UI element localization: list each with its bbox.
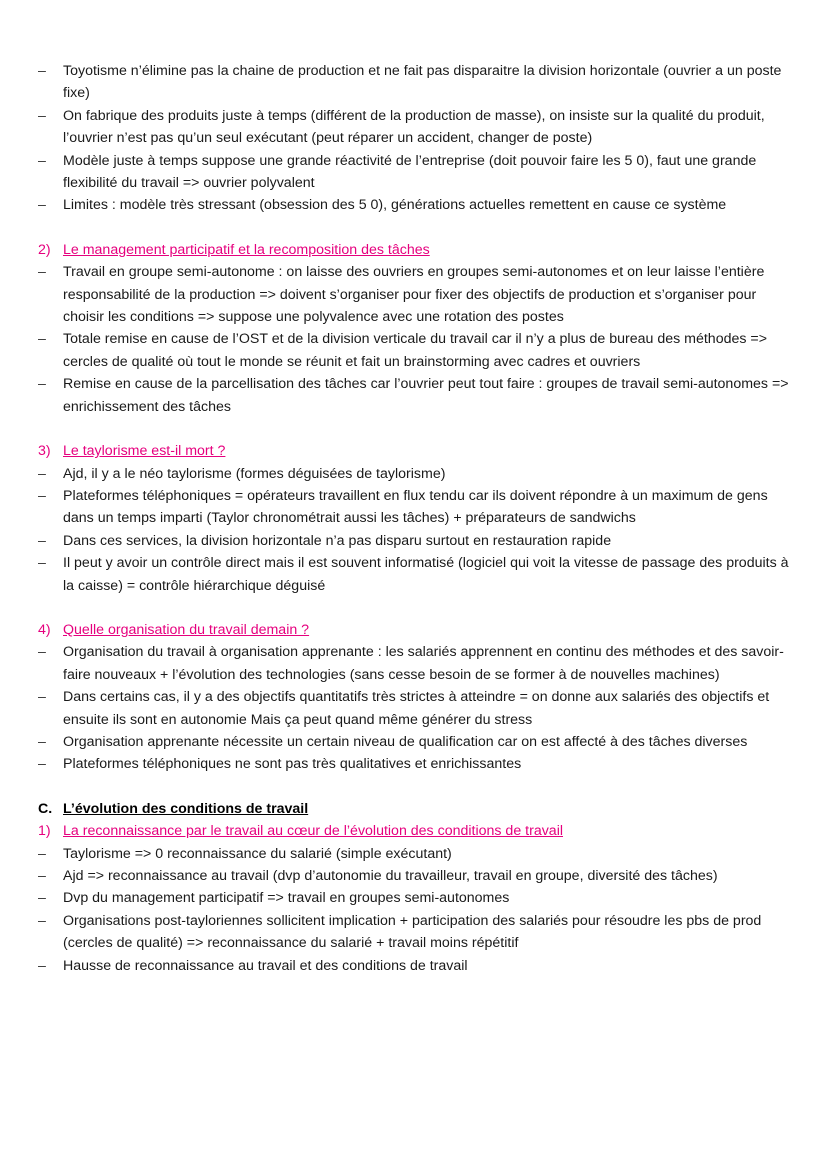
bullet-dash: – <box>38 532 46 549</box>
bullet-dash: – <box>38 63 46 79</box>
section-number: 3) <box>38 443 51 460</box>
section-heading-taylorisme <box>0 440 828 462</box>
section-number: 4) <box>38 621 51 638</box>
document-page <box>0 60 828 977</box>
bullet-dash: – <box>38 152 46 169</box>
list-item: – Limites : modèle très stressant (obsession des 5 0), générations actuelles remettent en cause ce système <box>0 194 828 216</box>
bullet-dash: – <box>38 868 46 884</box>
bullet-dash: – <box>38 331 46 348</box>
bullet-dash: – <box>38 756 46 773</box>
list-item: – Dans ces services, la division horizontale n’a pas disparu surtout en restauration rapide <box>0 530 828 552</box>
section-title: Quelle organisation du travail demain ? <box>63 621 310 638</box>
list-item: – Toyotisme n’élimine pas la chaine de production et ne fait pas disparaitre la division horizontale (ouvrier a un poste fixe) <box>0 60 828 105</box>
part-title: L’évolution des conditions de travail <box>63 800 309 817</box>
list-item: – Ajd, il y a le néo taylorisme (formes déguisées de taylorisme) <box>0 463 828 485</box>
list-item: – Plateformes téléphoniques ne sont pas très qualitatives et enrichissantes <box>0 753 828 775</box>
bullet-dash: – <box>38 465 46 482</box>
section-title: Le management participatif et la recomposition des tâches <box>63 241 430 258</box>
bullet-dash: – <box>38 197 46 214</box>
section-heading-management <box>0 239 828 261</box>
bullet-dash: – <box>38 555 46 572</box>
bullet-dash: – <box>38 689 46 706</box>
bullet-dash: – <box>38 912 46 929</box>
sectionC1-list <box>0 843 828 977</box>
section4-list <box>0 641 828 775</box>
bullet-dash: – <box>38 845 46 862</box>
list-item: – Taylorisme => 0 reconnaissance du salarié (simple exécutant) <box>0 843 828 865</box>
section-heading-reconnaissance <box>0 820 828 842</box>
section-number: 2) <box>38 241 51 258</box>
list-item: – Hausse de reconnaissance au travail et des conditions de travail <box>0 955 828 977</box>
list-item: – On fabrique des produits juste à temps (différent de la production de masse), on insiste sur la qualité du produit, l’ouvrier n’est pas qu’un seul exécutant (peut réparer un accident, changer de poste) <box>0 105 828 150</box>
intro-list <box>0 60 828 217</box>
list-item: – Travail en groupe semi-autonome : on laisse des ouvriers en groupes semi-autonomes et on leur laisse l’entière responsabilité de la production => doivent s’organiser pour fixer des objectifs de production et s’organiser pour choisir les conditions => suppose une polyvalence avec une rotation des postes <box>0 261 828 328</box>
bullet-dash: – <box>38 957 46 974</box>
section-title: Le taylorisme est-il mort ? <box>63 443 226 460</box>
bullet-dash: – <box>38 890 46 907</box>
bullet-dash: – <box>38 487 46 504</box>
part-letter: C. <box>38 800 53 817</box>
list-item: – Il peut y avoir un contrôle direct mais il est souvent informatisé (logiciel qui voit la vitesse de passage des produits à la caisse) = contrôle hiérarchique déguisé <box>0 552 828 597</box>
section3-list <box>0 463 828 597</box>
list-item: – Organisations post-tayloriennes sollicitent implication + participation des salariés pour résoudre les pbs de prod (cercles de qualité) => reconnaissance du salarié + travail moins répétitif <box>0 910 828 955</box>
section-heading-organisation-demain <box>0 619 828 641</box>
section2-list <box>0 261 828 418</box>
list-item: – Totale remise en cause de l’OST et de la division verticale du travail car il n’y a plus de bureau des méthodes => cercles de qualité où tout le monde se réunit et fait un brainstorming avec cadres et ouvriers <box>0 328 828 373</box>
list-item: – Organisation du travail à organisation apprenante : les salariés apprennent en continu des méthodes et des savoir-faire nouveaux + l’évolution des technologies (sans cesse besoin de se former à de nouvelles machines) <box>0 641 828 686</box>
list-item: – Plateformes téléphoniques = opérateurs travaillent en flux tendu car ils doivent répondre à un maximum de gens dans un temps imparti (Taylor chronométrait aussi les tâches) + préparateurs de sandwichs <box>0 485 828 530</box>
list-item: – Dvp du management participatif => travail en groupes semi-autonomes <box>0 887 828 909</box>
bullet-dash: – <box>38 264 46 281</box>
bullet-dash: – <box>38 107 46 124</box>
list-item: – Remise en cause de la parcellisation des tâches car l’ouvrier peut tout faire : groupes de travail semi-autonomes => enrichissement des tâches <box>0 373 828 418</box>
section-number: 1) <box>38 823 51 840</box>
list-item: – Dans certains cas, il y a des objectifs quantitatifs très strictes à atteindre = on donne aux salariés des objectifs et ensuite ils sont en autonomie Mais ça peut quand même générer du stress <box>0 686 828 731</box>
part-heading-conditions-travail <box>0 798 828 820</box>
section-title: La reconnaissance par le travail au cœur de l’évolution des conditions de travail <box>63 823 563 840</box>
bullet-dash: – <box>38 644 46 661</box>
list-item: – Ajd => reconnaissance au travail (dvp d’autonomie du travailleur, travail en groupe, diversité des tâches) <box>0 865 828 887</box>
list-item: – Modèle juste à temps suppose une grande réactivité de l’entreprise (doit pouvoir faire les 5 0), faut une grande flexibilité du travail => ouvrier polyvalent <box>0 150 828 195</box>
bullet-dash: – <box>38 376 46 393</box>
bullet-dash: – <box>38 733 46 750</box>
list-item: – Organisation apprenante nécessite un certain niveau de qualification car on est affecté à des tâches diverses <box>0 731 828 753</box>
